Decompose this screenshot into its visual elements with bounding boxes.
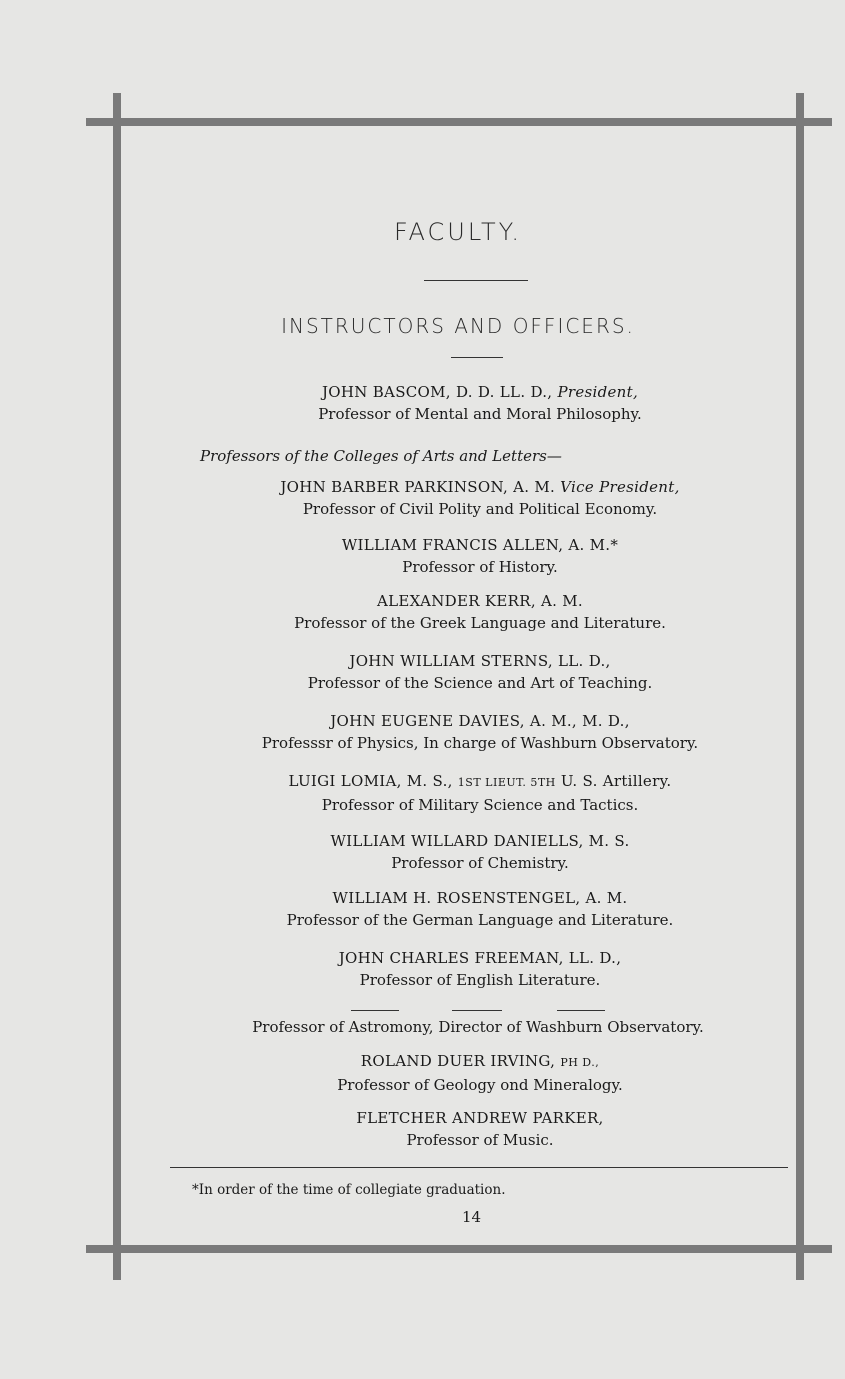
- entry-rank: 1ST LIEUT. 5TH: [457, 776, 556, 789]
- entry: [140, 1016, 816, 1038]
- entry-degree: PH D.,: [560, 1056, 600, 1069]
- president-role: President,: [557, 383, 639, 401]
- footnote: *In order of the time of collegiate graduation.: [192, 1182, 506, 1198]
- name-blank: [452, 1010, 502, 1011]
- entry-name: WILLIAM FRANCIS ALLEN, A. M.*: [341, 536, 619, 554]
- subtitle-divider: [451, 357, 503, 358]
- entry-name: JOHN BARBER PARKINSON, A. M.: [280, 478, 556, 496]
- entry-title: Professor of Music.: [406, 1131, 554, 1149]
- entry-name: WILLIAM WILLARD DANIELLS, M. S.: [330, 832, 630, 850]
- entry-title: Professor of the Science and Art of Teaching.: [307, 674, 653, 692]
- name-blank: [351, 1010, 399, 1011]
- entry-title: Professsr of Physics, In charge of Washburn Observatory.: [261, 734, 699, 752]
- entry: [170, 590, 790, 634]
- entry-name: ALEXANDER KERR, A. M.: [377, 592, 583, 610]
- entry-title: Professor of Geology ond Mineralogy.: [337, 1076, 623, 1094]
- entry-title: Professor of Astromony, Director of Washburn Observatory.: [252, 1018, 704, 1036]
- entry: [170, 710, 790, 754]
- entry: [170, 887, 790, 931]
- name-blank: [557, 1010, 605, 1011]
- footnote-divider: [170, 1167, 788, 1168]
- entry: [170, 830, 790, 874]
- entry: [170, 1050, 790, 1096]
- section-intro: Professors of the Colleges of Arts and Letters—: [200, 447, 562, 465]
- entry-title: Professor of History.: [402, 558, 558, 576]
- entry-name: ROLAND DUER IRVING,: [360, 1052, 561, 1070]
- entry-unit: U. S. Artillery.: [555, 772, 672, 790]
- entry-president: [170, 381, 790, 425]
- entry: [170, 650, 790, 694]
- border-top: [86, 118, 832, 126]
- entry-title: Professor of Civil Polity and Political Economy.: [302, 500, 658, 518]
- border-bottom: [86, 1245, 832, 1253]
- president-name: JOHN BASCOM, D. D. LL. D.,: [321, 383, 553, 401]
- entry-role: Vice President,: [560, 478, 680, 496]
- entry: [170, 476, 790, 520]
- page-subtitle: INSTRUCTORS AND OFFICERS.: [281, 314, 635, 338]
- entry-name: FLETCHER ANDREW PARKER,: [356, 1109, 604, 1127]
- page-title: FACULTY.: [393, 218, 523, 246]
- entry-name: JOHN EUGENE DAVIES, A. M., M. D.,: [330, 712, 630, 730]
- entry-title: Professor of Chemistry.: [391, 854, 569, 872]
- entry-name: JOHN WILLIAM STERNS, LL. D.,: [349, 652, 611, 670]
- entry-name: JOHN CHARLES FREEMAN, LL. D.,: [338, 949, 622, 967]
- page-number: 14: [462, 1208, 482, 1226]
- title-divider: [424, 280, 528, 281]
- entry: [170, 947, 790, 991]
- entry-title: Professor of English Literature.: [359, 971, 601, 989]
- president-title: Professor of Mental and Moral Philosophy.: [318, 405, 642, 423]
- entry: [170, 770, 790, 816]
- entry-title: Professor of Military Science and Tactics.: [321, 796, 639, 814]
- border-left: [113, 93, 121, 1280]
- entry-title: Professor of the German Language and Literature.: [286, 911, 674, 929]
- entry-name: LUIGI LOMIA, M. S.,: [288, 772, 458, 790]
- entry-name: WILLIAM H. ROSENSTENGEL, A. M.: [332, 889, 628, 907]
- entry: [170, 1107, 790, 1151]
- entry: [170, 534, 790, 578]
- border-right: [796, 93, 804, 1280]
- entry-title: Professor of the Greek Language and Literature.: [294, 614, 666, 632]
